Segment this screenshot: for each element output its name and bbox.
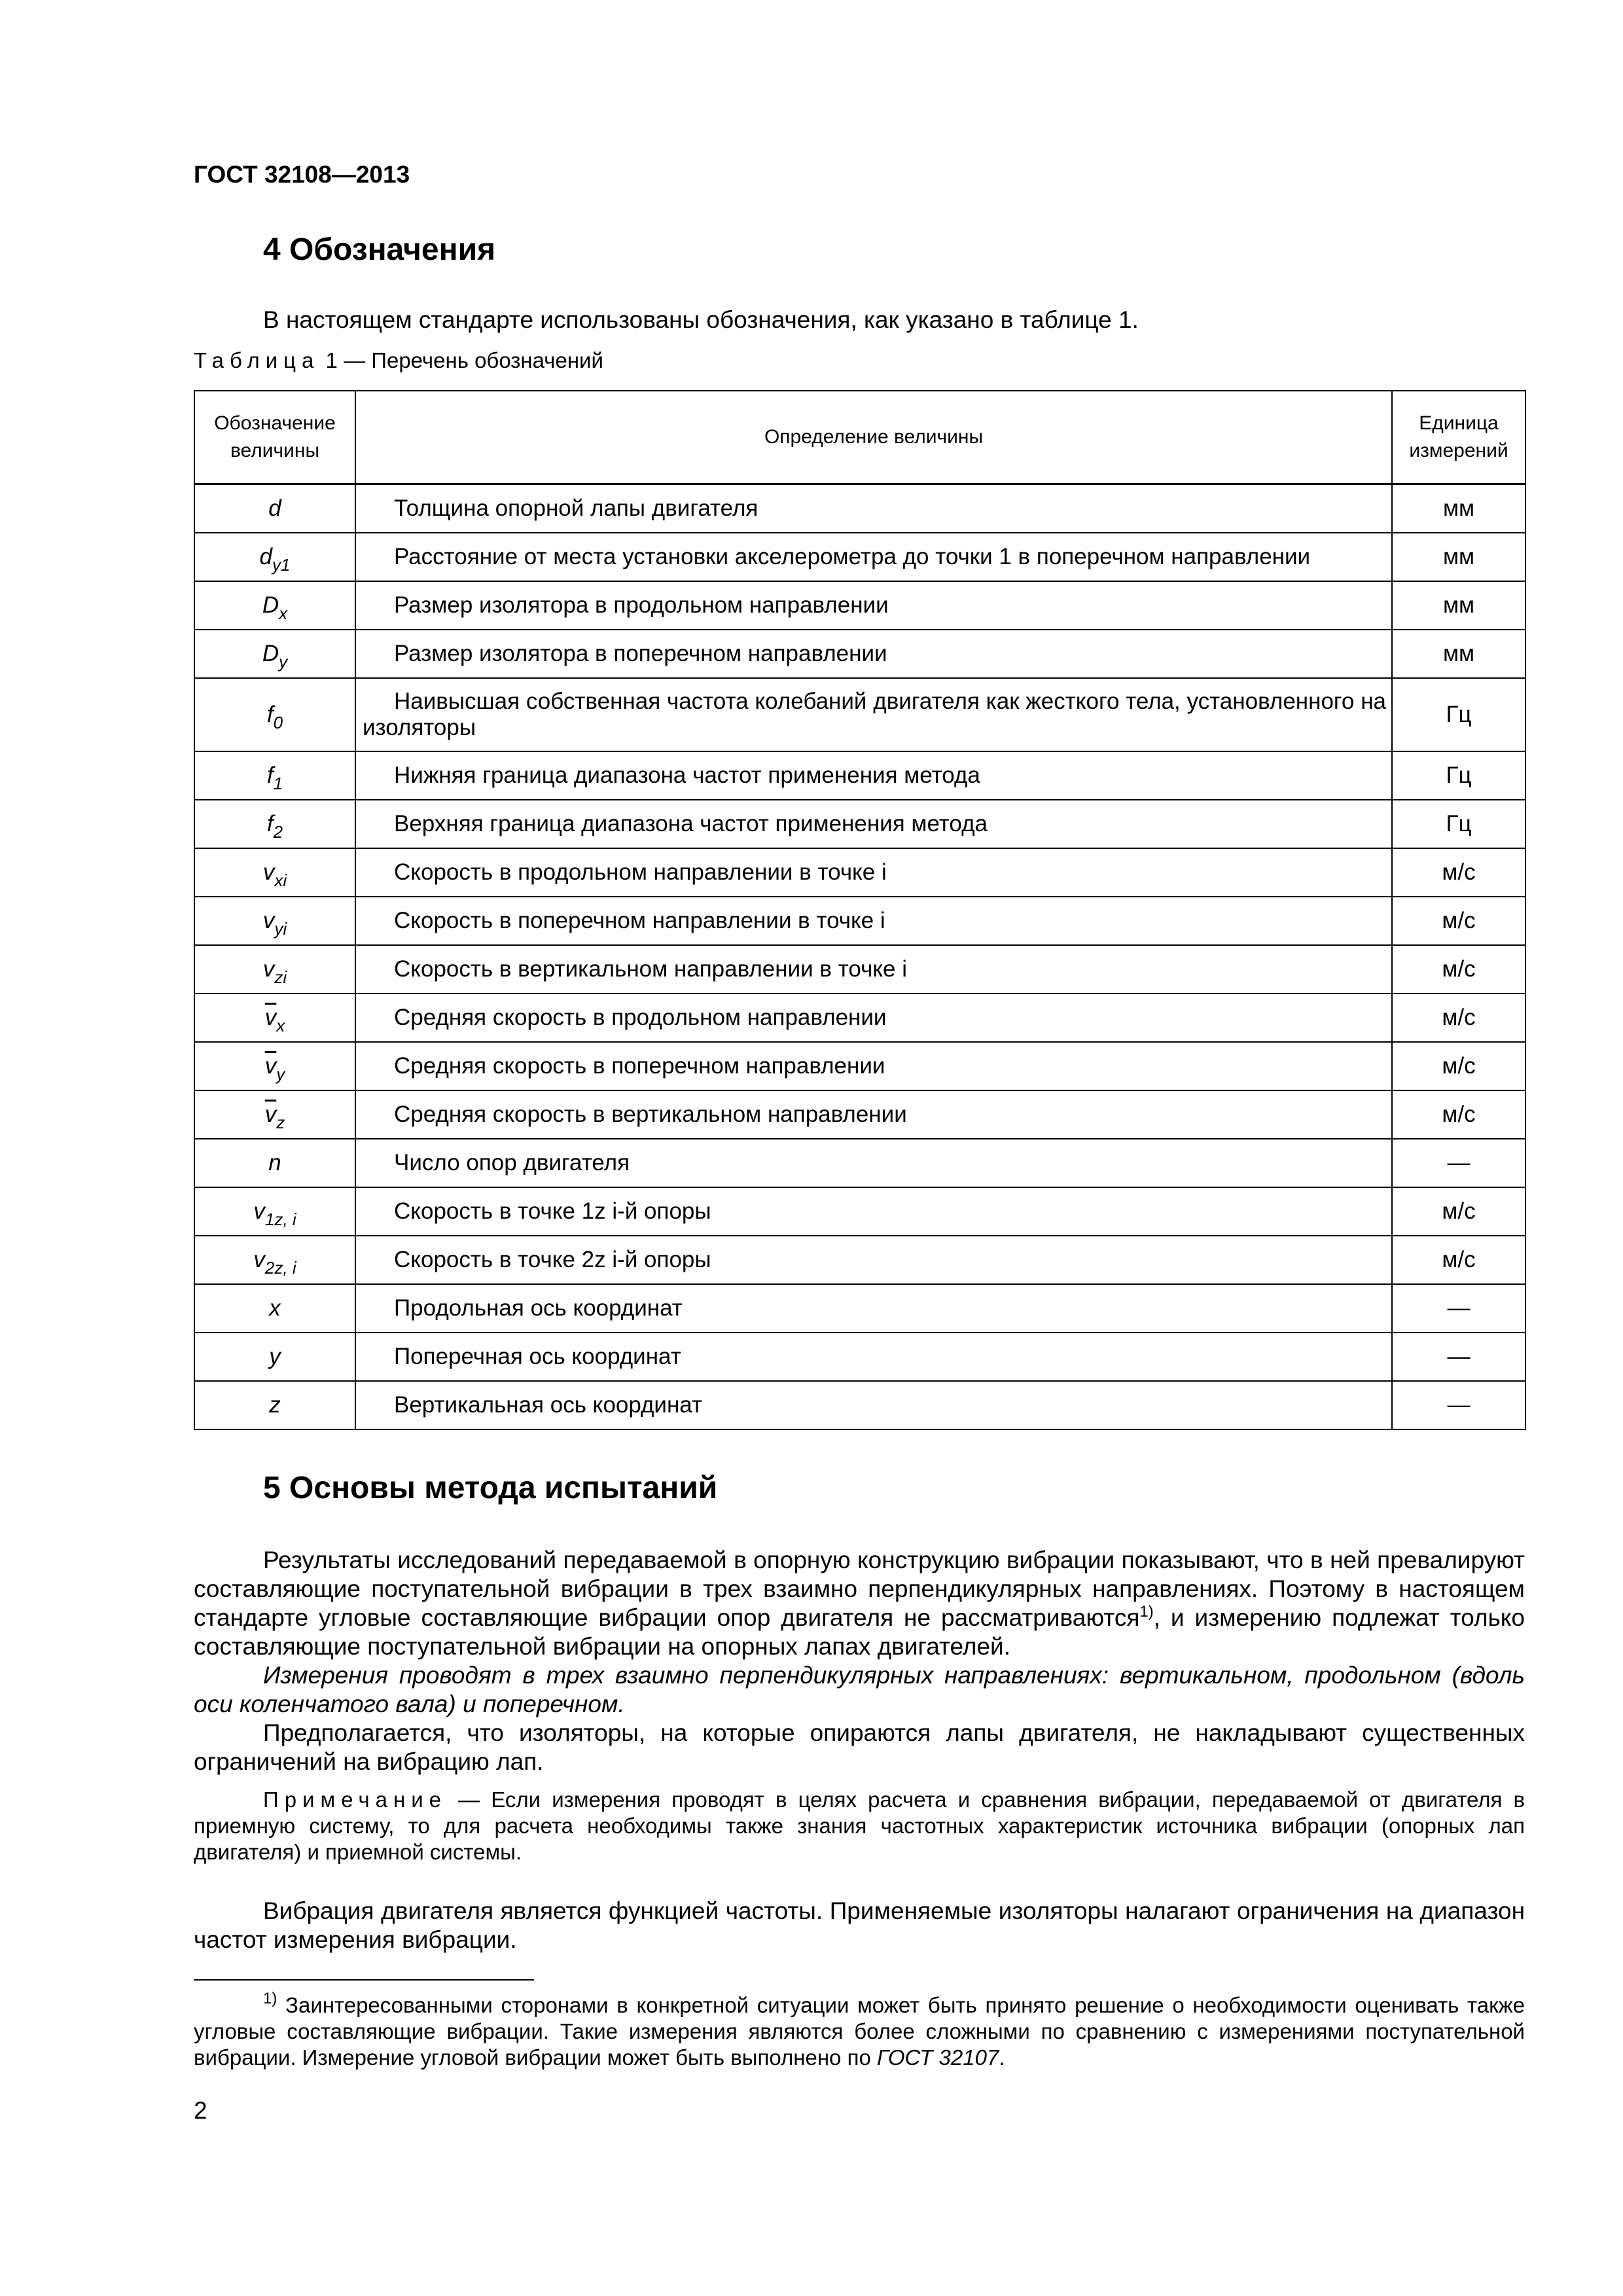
definition-cell: Средняя скорость в поперечном направлении: [355, 1042, 1392, 1090]
note: [194, 1787, 1525, 1865]
definition-cell: Скорость в вертикальном направлении в точке i: [355, 945, 1392, 994]
symbol-cell: [194, 1284, 355, 1333]
table-caption: [194, 348, 603, 373]
table-row: [194, 484, 1525, 533]
symbol-cell: [194, 678, 355, 751]
symbol-subscript: 0: [273, 713, 283, 732]
paragraph-2: Измерения проводят в трех взаимно перпендикулярных направлениях: вертикальном, продольном (вдоль оси коленчатого вала) и поперечном.: [194, 1662, 1525, 1717]
symbol-base: v: [262, 908, 275, 933]
symbol-subscript: x: [276, 1016, 285, 1035]
footnote-standard-ref: ГОСТ 32107: [876, 2045, 999, 2070]
symbols-table: [194, 390, 1526, 1430]
definition-cell: Толщина опорной лапы двигателя: [355, 484, 1392, 533]
page-number: 2: [194, 2097, 207, 2124]
definition-cell: Число опор двигателя: [355, 1139, 1392, 1187]
symbol-base: $\overline{v}$: [264, 1053, 277, 1079]
table-row: [194, 800, 1525, 848]
unit-cell: м/с: [1392, 897, 1525, 945]
unit-cell: мм: [1392, 581, 1525, 630]
table-row: [194, 1381, 1525, 1429]
note-text: — Если измерения проводят в целях расчета и сравнения вибрации, передаваемой от двигателя в приемную систему, то для расчета необходимы также знания частотных характеристик источника вибрации (опорных лап двигателя) и приемной системы.: [194, 1787, 1525, 1864]
symbol-base: v: [253, 1247, 265, 1272]
table-row: [194, 1284, 1525, 1333]
symbol-base: n: [268, 1150, 281, 1175]
symbol-subscript: y: [279, 652, 288, 672]
footnote: [194, 1992, 1525, 2071]
unit-cell: м/с: [1392, 994, 1525, 1042]
unit-cell: Гц: [1392, 800, 1525, 848]
unit-cell: мм: [1392, 484, 1525, 533]
symbol-subscript: z: [276, 1113, 285, 1132]
unit-cell: —: [1392, 1381, 1525, 1429]
symbol-cell: [194, 897, 355, 945]
symbol-cell: [194, 1333, 355, 1381]
table-row: [194, 581, 1525, 630]
paragraph-1-part-a: Результаты исследований передаваемой в опорную конструкцию вибрации показывают, что в ней превалируют составляющие поступательной вибрации в трех взаимно перпендикулярных направлениях. Поэтому в настоящем стандарте угловые составляющие вибрации опор двигателя не рассматриваются: [194, 1547, 1525, 1631]
paragraph-4-block: [194, 1897, 1525, 1954]
symbol-cell: [194, 581, 355, 630]
symbol-base: f: [266, 762, 274, 788]
table-row: [194, 678, 1525, 751]
section-5-title: 5 Основы метода испытаний: [263, 1471, 718, 1505]
paragraph-1: [194, 1546, 1525, 1661]
footnote-text: Заинтересованными сторонами в конкретной ситуации может быть принято решение о необходимости оценивать также угловые составляющие вибрации. Такие измерения являются более сложными по сравнению с измерениями поступательной вибрации. Измерение угловой вибрации может быть выполнено по: [194, 1993, 1525, 2070]
symbol-subscript: x: [279, 603, 288, 623]
symbol-cell: [194, 800, 355, 848]
table-row: [194, 945, 1525, 994]
symbol-subscript: zi: [274, 967, 287, 987]
unit-cell: м/с: [1392, 848, 1525, 897]
symbol-base: x: [269, 1295, 281, 1321]
symbol-base: v: [262, 956, 275, 982]
table-row: [194, 630, 1525, 678]
symbol-base: z: [269, 1392, 281, 1418]
symbol-subscript: 2z, i: [264, 1258, 296, 1278]
symbol-subscript: xi: [274, 870, 287, 890]
table-caption-label: Таблица: [194, 348, 320, 372]
definition-cell: Продольная ось координат: [355, 1284, 1392, 1333]
table-row: [194, 897, 1525, 945]
symbol-cell: [194, 1381, 355, 1429]
table-row: [194, 848, 1525, 897]
symbol-subscript: y1: [272, 555, 291, 575]
symbol-base: $\overline{v}$: [264, 1102, 277, 1127]
symbol-cell: [194, 1139, 355, 1187]
symbol-cell: [194, 1090, 355, 1139]
symbol-base: D: [262, 641, 279, 666]
symbol-cell: [194, 1187, 355, 1236]
paragraph-4: Вибрация двигателя является функцией частоты. Применяемые изоляторы налагают ограничения на диапазон частот измерения вибрации.: [194, 1897, 1525, 1953]
section-4-title: 4 Обозначения: [263, 232, 496, 267]
symbol-cell: [194, 630, 355, 678]
symbol-cell: [194, 751, 355, 800]
definition-cell: Нижняя граница диапазона частот применения метода: [355, 751, 1392, 800]
unit-cell: —: [1392, 1139, 1525, 1187]
symbol-cell: [194, 484, 355, 533]
symbol-subscript: 1: [273, 774, 283, 793]
symbol-cell: [194, 945, 355, 994]
definition-cell: Наивысшая собственная частота колебаний двигателя как жесткого тела, установленного на изоляторы: [355, 678, 1392, 751]
unit-cell: —: [1392, 1284, 1525, 1333]
symbol-base: v: [253, 1198, 265, 1224]
column-header-definition: Определение величины: [355, 391, 1392, 484]
symbol-base: d: [259, 544, 272, 569]
table-row: [194, 533, 1525, 581]
symbol-subscript: y: [276, 1064, 285, 1084]
definition-cell: Средняя скорость в продольном направлении: [355, 994, 1392, 1042]
definition-cell: Средняя скорость в вертикальном направлении: [355, 1090, 1392, 1139]
unit-cell: м/с: [1392, 1090, 1525, 1139]
table-row: [194, 1139, 1525, 1187]
column-header-unit: Единица измерений: [1392, 391, 1525, 484]
definition-cell: Размер изолятора в поперечном направлении: [355, 630, 1392, 678]
document-header: ГОСТ 32108—2013: [194, 161, 410, 188]
symbol-cell: [194, 533, 355, 581]
symbol-subscript: yi: [274, 919, 287, 939]
symbol-base: f: [266, 702, 274, 727]
unit-cell: м/с: [1392, 1187, 1525, 1236]
symbol-cell: [194, 994, 355, 1042]
definition-cell: Верхняя граница диапазона частот применения метода: [355, 800, 1392, 848]
definition-cell: Скорость в точке 2z i-й опоры: [355, 1236, 1392, 1284]
symbol-cell: [194, 848, 355, 897]
symbol-subscript: 1z, i: [264, 1210, 296, 1229]
symbol-base: v: [262, 859, 275, 885]
symbol-base: d: [268, 495, 281, 521]
symbol-base: f: [266, 811, 274, 836]
definition-cell: Вертикальная ось координат: [355, 1381, 1392, 1429]
definition-cell: Скорость в поперечном направлении в точке i: [355, 897, 1392, 945]
symbol-base: $\overline{v}$: [264, 1005, 277, 1030]
unit-cell: мм: [1392, 630, 1525, 678]
definition-cell: Скорость в продольном направлении в точке i: [355, 848, 1392, 897]
footnote-end: .: [999, 2045, 1005, 2070]
table-row: [194, 751, 1525, 800]
symbol-subscript: 2: [273, 822, 283, 842]
table-row: [194, 1333, 1525, 1381]
unit-cell: м/с: [1392, 945, 1525, 994]
unit-cell: м/с: [1392, 1236, 1525, 1284]
symbol-cell: [194, 1042, 355, 1090]
table-row: [194, 1042, 1525, 1090]
table-caption-text: 1 — Перечень обозначений: [319, 348, 603, 372]
definition-cell: Расстояние от места установки акселерометра до точки 1 в поперечном направлении: [355, 533, 1392, 581]
symbol-base: D: [262, 592, 279, 618]
paragraph-1-part-b: , и измерению подлежат только составляющие поступательной вибрации на опорных лапах двигателей.: [194, 1604, 1525, 1660]
unit-cell: м/с: [1392, 1042, 1525, 1090]
table-row: [194, 1090, 1525, 1139]
footnote-reference: 1): [1139, 1603, 1154, 1621]
symbol-cell: [194, 1236, 355, 1284]
unit-cell: мм: [1392, 533, 1525, 581]
column-header-symbol: Обозначение величины: [194, 391, 355, 484]
footnote-separator: [194, 1979, 534, 1981]
unit-cell: Гц: [1392, 751, 1525, 800]
definition-cell: Поперечная ось координат: [355, 1333, 1392, 1381]
section-4-intro: В настоящем стандарте использованы обозначения, как указано в таблице 1.: [263, 306, 1139, 333]
table-row: [194, 1187, 1525, 1236]
table-row: [194, 994, 1525, 1042]
footnote-mark: 1): [263, 1990, 277, 2007]
unit-cell: Гц: [1392, 678, 1525, 751]
definition-cell: Размер изолятора в продольном направлении: [355, 581, 1392, 630]
unit-cell: —: [1392, 1333, 1525, 1381]
note-label: Примечание: [263, 1787, 448, 1812]
table-row: [194, 1236, 1525, 1284]
table-header-row: [194, 391, 1525, 484]
paragraph-3: Предполагается, что изоляторы, на которые опираются лапы двигателя, не накладывают существенных ограничений на вибрацию лап.: [194, 1719, 1525, 1775]
definition-cell: Скорость в точке 1z i-й опоры: [355, 1187, 1392, 1236]
section-5-body: [194, 1546, 1525, 1776]
symbol-base: y: [269, 1344, 281, 1369]
